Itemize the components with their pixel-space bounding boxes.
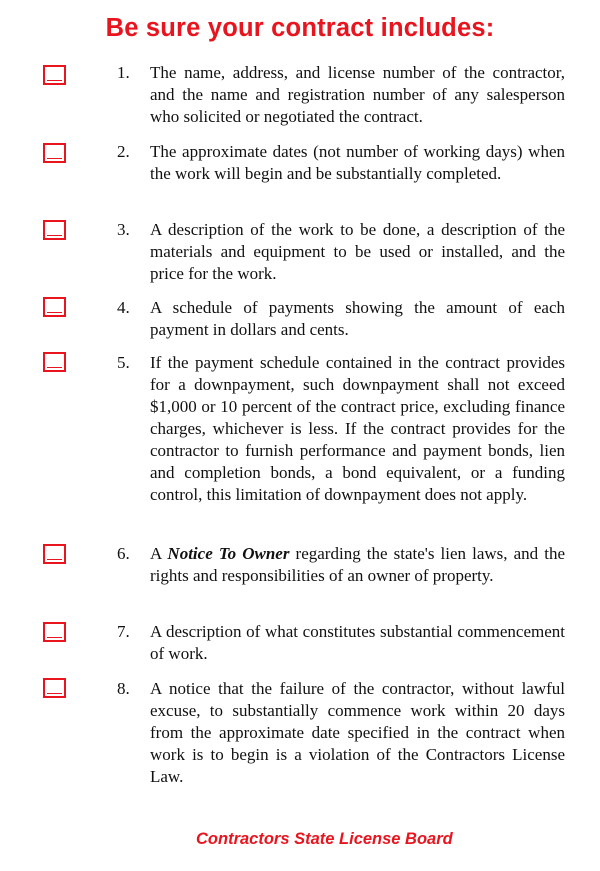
item-6-number: 6.: [117, 544, 130, 563]
item-6-text-before: A: [150, 544, 168, 563]
item-6-text: [150, 543, 565, 587]
item-3-number: 3.: [117, 220, 130, 239]
page-title: Be sure your contract includes:: [105, 14, 495, 42]
item-7-checkbox[interactable]: [43, 622, 66, 642]
item-2-text: The approximate dates (not number of working days) when the work will begin and be substantially completed.: [150, 142, 565, 183]
item-5-number: 5.: [117, 353, 130, 372]
item-4-checkbox[interactable]: [43, 297, 66, 317]
item-1-checkbox[interactable]: [43, 65, 66, 85]
item-4-text: A schedule of payments showing the amount of each payment in dollars and cents.: [150, 298, 565, 339]
item-2-number: 2.: [117, 142, 130, 161]
item-4-number: 4.: [117, 298, 130, 317]
item-7-text: A description of what constitutes substantial commencement of work.: [150, 622, 565, 663]
item-3-checkbox[interactable]: [43, 220, 66, 240]
item-6-checkbox[interactable]: [43, 544, 66, 564]
item-3-text: A description of the work to be done, a description of the materials and equipment to be used or installed, and the price for the work.: [150, 220, 565, 283]
item-1-text: The name, address, and license number of the contractor, and the name and registration number of any salesperson who solicited or negotiated the contract.: [150, 63, 565, 126]
item-2-checkbox[interactable]: [43, 143, 66, 163]
notice-to-owner-emphasis: Notice To Owner: [167, 544, 290, 563]
item-8-text: A notice that the failure of the contractor, without lawful excuse, to substantially commence work within 20 days from the approximate date specified in the contract when work is to begin is a violation of the Contractors License Law.: [150, 679, 565, 786]
footer-organization: Contractors State License Board: [196, 830, 453, 848]
item-1-number: 1.: [117, 63, 130, 82]
item-5-checkbox[interactable]: [43, 352, 66, 372]
item-6-text-after: regarding the state's lien laws, and the rights and responsibilities of an owner of property.: [150, 544, 566, 585]
item-7-number: 7.: [117, 622, 130, 641]
item-5-text: If the payment schedule contained in the contract provides for a downpayment, such downpayment shall not exceed $1,000 or 10 percent of the contract price, excluding finance charges, whichever is less. If the contract provides for the contractor to furnish performance and payment bonds, lien and completion bonds, a bond equivalent, or a funding control, this limitation of downpayment does not apply.: [150, 353, 565, 504]
item-8-number: 8.: [117, 679, 130, 698]
item-8-checkbox[interactable]: [43, 678, 66, 698]
